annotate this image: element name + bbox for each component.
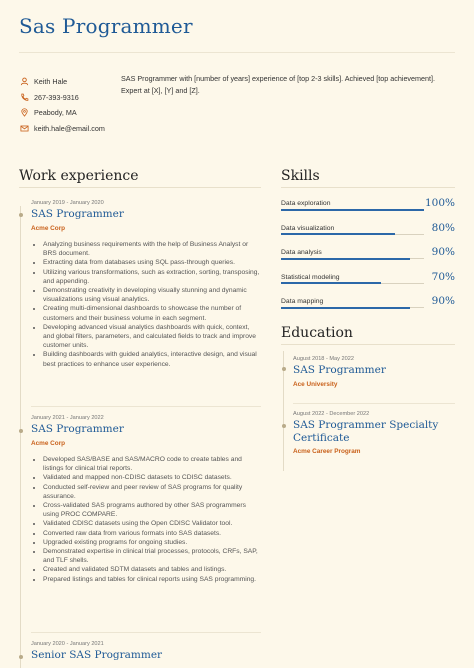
location-icon bbox=[19, 108, 29, 118]
education-divider bbox=[293, 403, 455, 404]
skill-bar-track bbox=[281, 209, 424, 210]
contact-location: Peabody, MA bbox=[34, 108, 77, 118]
job-bullet: • Demonstrating creativity in developing visually stunning and dynamic visualizations using visual analytics. bbox=[43, 286, 261, 304]
job-company: Acme Corp bbox=[31, 225, 66, 232]
job-date: January 2019 - January 2020 bbox=[31, 200, 104, 206]
education-date: August 2022 - December 2022 bbox=[293, 411, 370, 417]
job-bullets bbox=[31, 240, 261, 369]
contact-email-row bbox=[19, 121, 119, 137]
contact-location-row bbox=[19, 105, 119, 121]
job-entry bbox=[31, 415, 261, 584]
job-bullet: • Building dashboards with guided analytics, interactive design, and visual best practices to enhance user experience. bbox=[43, 350, 261, 368]
person-icon bbox=[19, 77, 29, 87]
job-bullet: • Demonstrated expertise in clinical trial processes, protocols, CRFs, SAP, and TLF shells. bbox=[43, 547, 261, 565]
skill-percent: 80% bbox=[431, 221, 455, 234]
job-bullets bbox=[31, 455, 261, 584]
skill-label: Data mapping bbox=[281, 298, 324, 305]
job-bullet: • Validated and mapped non-CDISC datasets to CDISC datasets. bbox=[43, 473, 261, 482]
job-divider bbox=[31, 406, 261, 407]
skill-label: Data analysis bbox=[281, 249, 322, 256]
job-bullet: • Upgraded existing programs for ongoing studies. bbox=[43, 538, 261, 547]
job-title: SAS Programmer bbox=[31, 423, 124, 435]
job-bullet: • Creating multi-dimensional dashboards to showcase the number of customers and their business volume in each segment. bbox=[43, 304, 261, 322]
education-school: Acme Career Program bbox=[293, 448, 361, 455]
education-entry bbox=[293, 411, 455, 455]
skill-bar-track bbox=[281, 307, 424, 308]
job-title: SAS Programmer bbox=[31, 208, 124, 220]
job-entry bbox=[31, 641, 261, 661]
job-bullet: • Developed SAS/BASE and SAS/MACRO code to create tables and listings for clinical trial reports. bbox=[43, 455, 261, 473]
email-icon bbox=[19, 123, 29, 133]
skill-bar-track bbox=[281, 234, 424, 235]
job-title: Senior SAS Programmer bbox=[31, 649, 163, 661]
job-bullet: • Extracting data from databases using SQL pass-through queries. bbox=[43, 258, 261, 267]
skill-bar-fill bbox=[281, 307, 410, 309]
skill-percent: 100% bbox=[424, 197, 455, 209]
job-date: January 2021 - January 2022 bbox=[31, 415, 104, 421]
education-heading: Education bbox=[281, 325, 353, 341]
contact-name-row bbox=[19, 74, 119, 90]
skill-percent: 90% bbox=[431, 246, 455, 258]
work-heading-divider bbox=[19, 187, 261, 188]
job-bullet: • Prepared listings and tables for clinical reports using SAS programming. bbox=[43, 575, 261, 584]
job-bullet: • Conducted self-review and peer review of SAS programs for quality assurance. bbox=[43, 483, 261, 501]
job-bullet: • Analyzing business requirements with the help of Business Analyst or BRS document. bbox=[43, 240, 261, 258]
job-bullet: • Converted raw data from various formats into SAS datasets. bbox=[43, 529, 261, 538]
job-bullet: • Cross-validated SAS programs authored by other SAS programmers using PROC COMPARE. bbox=[43, 501, 261, 519]
education-date: August 2018 - May 2022 bbox=[293, 356, 354, 362]
timeline-dot bbox=[19, 655, 23, 659]
contact-phone-row bbox=[19, 90, 119, 106]
skill-percent: 70% bbox=[431, 270, 455, 283]
skill-bar-fill bbox=[281, 209, 424, 211]
skills-heading-divider bbox=[281, 187, 455, 188]
skill-bar-fill bbox=[281, 233, 395, 235]
header-divider bbox=[19, 52, 455, 53]
skill-bar-track bbox=[281, 258, 424, 259]
work-heading: Work experience bbox=[19, 168, 139, 184]
contact-name: Keith Hale bbox=[34, 77, 68, 87]
skill-percent: 90% bbox=[431, 295, 455, 307]
timeline-dot bbox=[19, 429, 23, 433]
education-degree: SAS Programmer Specialty Certificate bbox=[293, 419, 439, 444]
skill-label: Statistical modeling bbox=[281, 273, 340, 281]
timeline-dot bbox=[282, 424, 286, 428]
skill-bar-track bbox=[281, 283, 424, 284]
job-bullet: • Developing advanced visual analytics dashboards with quick, context, and global filters, parameters, and calculated fields to track and improve customer units. bbox=[43, 323, 261, 351]
skill-row bbox=[281, 246, 455, 261]
contact-email[interactable]: keith.hale@email.com bbox=[34, 123, 105, 133]
resume-name: Sas Programmer bbox=[19, 14, 193, 38]
job-bullet: • Utilizing various transformations, such as extraction, sorting, transposing, and appending. bbox=[43, 268, 261, 286]
skill-row bbox=[281, 295, 455, 310]
skill-label: Data exploration bbox=[281, 200, 331, 207]
timeline-dot bbox=[282, 367, 286, 371]
skill-row bbox=[281, 270, 455, 286]
contact-phone: 267-393-9316 bbox=[34, 92, 79, 102]
education-degree: SAS Programmer bbox=[293, 364, 386, 376]
job-company: Acme Corp bbox=[31, 440, 66, 447]
skills-heading: Skills bbox=[281, 168, 320, 184]
phone-icon bbox=[19, 92, 29, 102]
skill-bar-fill bbox=[281, 282, 381, 284]
skill-row bbox=[281, 197, 455, 212]
skill-row bbox=[281, 221, 455, 237]
contact-info bbox=[19, 74, 119, 136]
summary-text: SAS Programmer with [number of years] experience of [top 2-3 skills]. Achieved [top achievement]. Expert at [X], [Y] and [Z]. bbox=[121, 74, 435, 95]
job-entry bbox=[31, 200, 261, 369]
work-timeline bbox=[20, 206, 21, 668]
skill-label: Data visualization bbox=[281, 224, 335, 232]
job-date: January 2020 - January 2021 bbox=[31, 641, 104, 647]
education-entry bbox=[293, 356, 455, 388]
job-divider bbox=[31, 632, 261, 633]
skill-bar-fill bbox=[281, 258, 410, 260]
job-bullet: • Created and validated SDTM datasets and tables and listings. bbox=[43, 565, 261, 574]
timeline-dot bbox=[19, 213, 23, 217]
job-bullet: • Validated CDISC datasets using the Open CDISC Validator tool. bbox=[43, 519, 261, 528]
education-heading-divider bbox=[281, 344, 455, 345]
education-school: Ace University bbox=[293, 380, 338, 388]
